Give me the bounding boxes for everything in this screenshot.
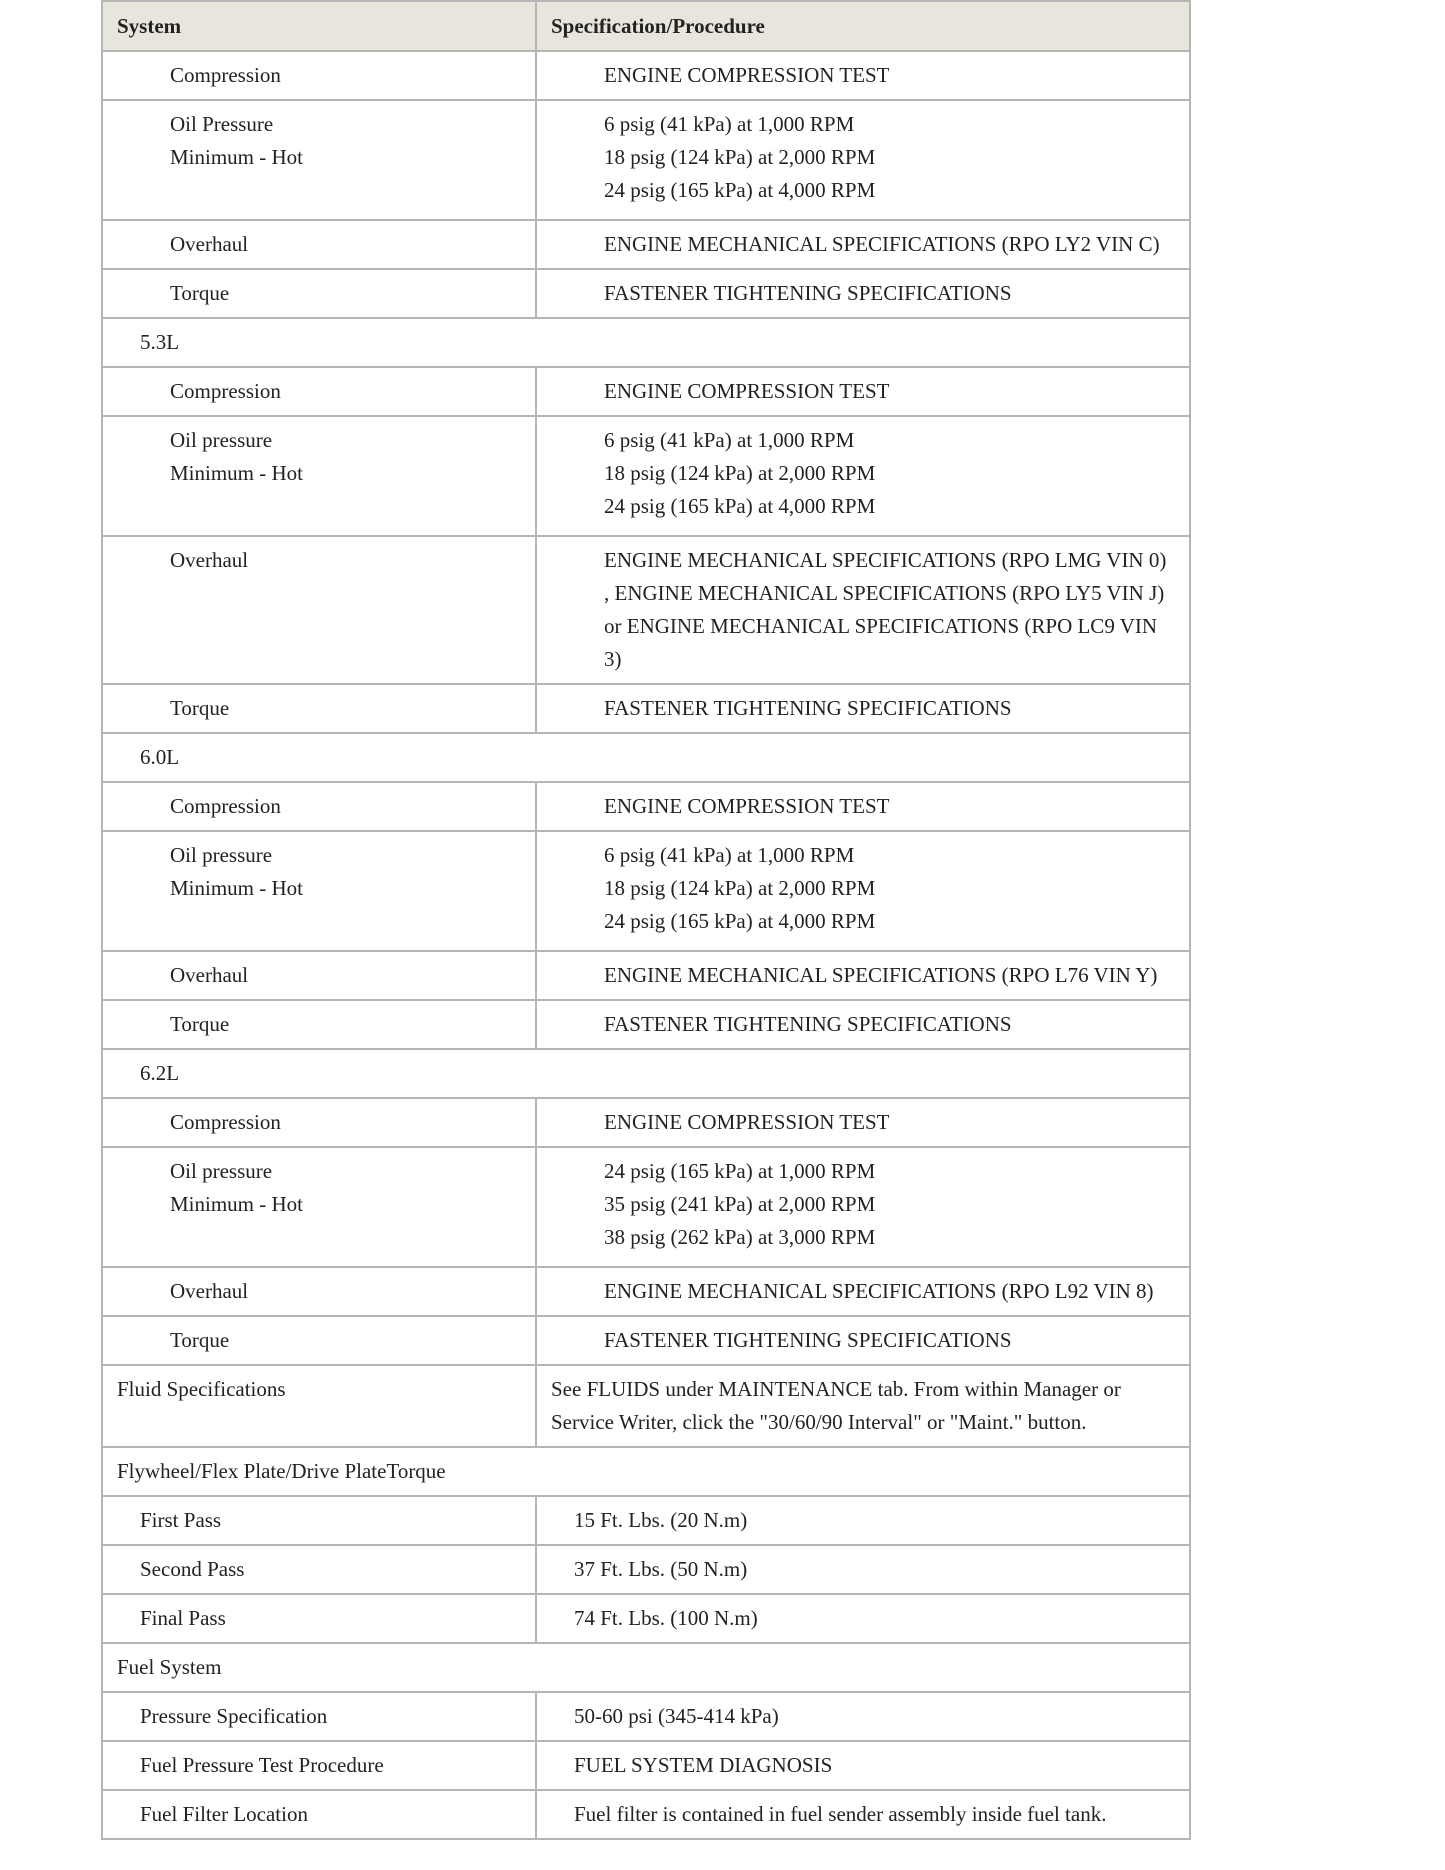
row-value: 37 Ft. Lbs. (50 N.m) bbox=[536, 1545, 1190, 1594]
label-line: Minimum - Hot bbox=[170, 1192, 304, 1216]
label-line: Oil Pressure bbox=[170, 112, 274, 136]
row-label: Torque bbox=[102, 1316, 536, 1365]
table-row bbox=[102, 220, 1190, 269]
value-line: 6 psig (41 kPa) at 1,000 RPM bbox=[604, 112, 855, 136]
row-value bbox=[536, 1147, 1190, 1267]
row-value: 74 Ft. Lbs. (100 N.m) bbox=[536, 1594, 1190, 1643]
table-row bbox=[102, 1594, 1190, 1643]
section-row bbox=[102, 1447, 1190, 1496]
row-label bbox=[102, 831, 536, 951]
header-system: System bbox=[102, 1, 536, 51]
row-value: FUEL SYSTEM DIAGNOSIS bbox=[536, 1741, 1190, 1790]
value-line: 24 psig (165 kPa) at 4,000 RPM bbox=[604, 494, 876, 518]
header-specification: Specification/Procedure bbox=[536, 1, 1190, 51]
value-line: 24 psig (165 kPa) at 4,000 RPM bbox=[604, 909, 876, 933]
label-line: Minimum - Hot bbox=[170, 461, 304, 485]
table-header-row bbox=[102, 1, 1190, 51]
row-label: Final Pass bbox=[102, 1594, 536, 1643]
row-value bbox=[536, 100, 1190, 220]
table-row bbox=[102, 1147, 1190, 1267]
row-value: See FLUIDS under MAINTENANCE tab. From within Manager or Service Writer, click the "30/60/90 Interval" or "Maint." button. bbox=[536, 1365, 1190, 1447]
row-label: Second Pass bbox=[102, 1545, 536, 1594]
label-line: Minimum - Hot bbox=[170, 145, 304, 169]
row-label: Overhaul bbox=[102, 1267, 536, 1316]
section-row bbox=[102, 318, 1190, 367]
row-label: Overhaul bbox=[102, 536, 536, 684]
row-label: Overhaul bbox=[102, 220, 536, 269]
row-value: FASTENER TIGHTENING SPECIFICATIONS bbox=[536, 1316, 1190, 1365]
table-row bbox=[102, 684, 1190, 733]
row-label: Compression bbox=[102, 51, 536, 100]
row-value: ENGINE COMPRESSION TEST bbox=[536, 367, 1190, 416]
table-row bbox=[102, 1545, 1190, 1594]
row-label: Torque bbox=[102, 684, 536, 733]
row-label: Fuel Pressure Test Procedure bbox=[102, 1741, 536, 1790]
row-value: ENGINE MECHANICAL SPECIFICATIONS (RPO L76 VIN Y) bbox=[536, 951, 1190, 1000]
section-label: Fuel System bbox=[102, 1643, 1190, 1692]
value-line: 18 psig (124 kPa) at 2,000 RPM bbox=[604, 145, 876, 169]
row-label: Compression bbox=[102, 367, 536, 416]
table-row bbox=[102, 1496, 1190, 1545]
row-label bbox=[102, 1147, 536, 1267]
value-line: 6 psig (41 kPa) at 1,000 RPM bbox=[604, 428, 855, 452]
row-label: Fuel Filter Location bbox=[102, 1790, 536, 1839]
row-value: ENGINE COMPRESSION TEST bbox=[536, 1098, 1190, 1147]
table-row bbox=[102, 1365, 1190, 1447]
table-row bbox=[102, 1316, 1190, 1365]
table-row bbox=[102, 1790, 1190, 1839]
value-line: 35 psig (241 kPa) at 2,000 RPM bbox=[604, 1192, 876, 1216]
row-value: FASTENER TIGHTENING SPECIFICATIONS bbox=[536, 684, 1190, 733]
row-value: ENGINE MECHANICAL SPECIFICATIONS (RPO L92 VIN 8) bbox=[536, 1267, 1190, 1316]
value-line: 24 psig (165 kPa) at 4,000 RPM bbox=[604, 178, 876, 202]
table-row bbox=[102, 367, 1190, 416]
section-label: 6.0L bbox=[102, 733, 1190, 782]
row-value: Fuel filter is contained in fuel sender assembly inside fuel tank. bbox=[536, 1790, 1190, 1839]
label-line: Oil pressure bbox=[170, 843, 273, 867]
row-value: ENGINE MECHANICAL SPECIFICATIONS (RPO LY2 VIN C) bbox=[536, 220, 1190, 269]
row-label: Pressure Specification bbox=[102, 1692, 536, 1741]
row-label: Torque bbox=[102, 1000, 536, 1049]
row-value: ENGINE COMPRESSION TEST bbox=[536, 782, 1190, 831]
row-label: Overhaul bbox=[102, 951, 536, 1000]
section-label: 5.3L bbox=[102, 318, 1190, 367]
label-line: Oil pressure bbox=[170, 428, 273, 452]
value-line: 38 psig (262 kPa) at 3,000 RPM bbox=[604, 1225, 876, 1249]
section-label: 6.2L bbox=[102, 1049, 1190, 1098]
row-value: 15 Ft. Lbs. (20 N.m) bbox=[536, 1496, 1190, 1545]
row-label bbox=[102, 100, 536, 220]
row-label: Compression bbox=[102, 1098, 536, 1147]
table-row bbox=[102, 536, 1190, 684]
row-value: FASTENER TIGHTENING SPECIFICATIONS bbox=[536, 1000, 1190, 1049]
table-row bbox=[102, 951, 1190, 1000]
row-label: Torque bbox=[102, 269, 536, 318]
section-row bbox=[102, 1643, 1190, 1692]
table-row bbox=[102, 100, 1190, 220]
row-label: First Pass bbox=[102, 1496, 536, 1545]
row-value bbox=[536, 831, 1190, 951]
table-row bbox=[102, 269, 1190, 318]
row-label bbox=[102, 416, 536, 536]
row-value: 50-60 psi (345-414 kPa) bbox=[536, 1692, 1190, 1741]
table-row bbox=[102, 1000, 1190, 1049]
row-value: FASTENER TIGHTENING SPECIFICATIONS bbox=[536, 269, 1190, 318]
table-row bbox=[102, 1692, 1190, 1741]
value-line: 6 psig (41 kPa) at 1,000 RPM bbox=[604, 843, 855, 867]
table-row bbox=[102, 831, 1190, 951]
section-row bbox=[102, 733, 1190, 782]
specifications-table bbox=[101, 0, 1191, 1840]
label-line: Oil pressure bbox=[170, 1159, 273, 1183]
value-line: 24 psig (165 kPa) at 1,000 RPM bbox=[604, 1159, 876, 1183]
section-row bbox=[102, 1049, 1190, 1098]
table-row bbox=[102, 782, 1190, 831]
table-row bbox=[102, 416, 1190, 536]
label-line: Minimum - Hot bbox=[170, 876, 304, 900]
row-value: ENGINE MECHANICAL SPECIFICATIONS (RPO LMG VIN 0) , ENGINE MECHANICAL SPECIFICATIONS (RPO LY5 VIN J) or ENGINE MECHANICAL SPECIFICATIONS (RPO LC9 VIN 3) bbox=[536, 536, 1190, 684]
table-row bbox=[102, 1098, 1190, 1147]
value-line: 18 psig (124 kPa) at 2,000 RPM bbox=[604, 876, 876, 900]
value-line: 18 psig (124 kPa) at 2,000 RPM bbox=[604, 461, 876, 485]
row-value: ENGINE COMPRESSION TEST bbox=[536, 51, 1190, 100]
row-value bbox=[536, 416, 1190, 536]
section-label: Flywheel/Flex Plate/Drive PlateTorque bbox=[102, 1447, 1190, 1496]
table-row bbox=[102, 51, 1190, 100]
row-label: Compression bbox=[102, 782, 536, 831]
row-label: Fluid Specifications bbox=[102, 1365, 536, 1447]
table-row bbox=[102, 1741, 1190, 1790]
table-row bbox=[102, 1267, 1190, 1316]
